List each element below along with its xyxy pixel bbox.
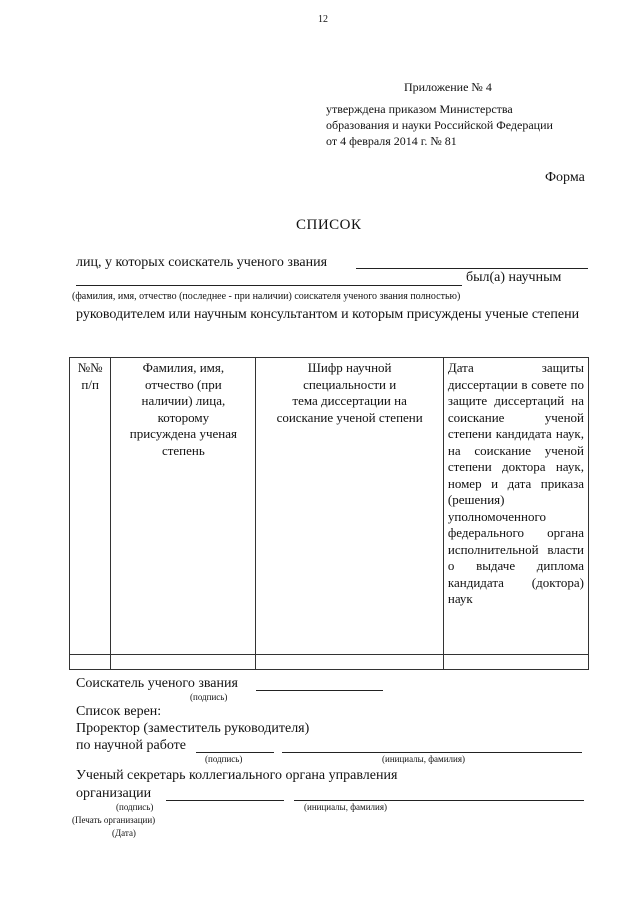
secretary-label-2: организации: [76, 786, 152, 801]
applicant-name-underline-2: [76, 285, 462, 286]
form-label: Форма: [545, 170, 585, 185]
intro-line-2-end: был(а) научным: [466, 270, 562, 285]
col-number-header: №№ п/п: [70, 358, 111, 655]
applicant-name-underline-1: [356, 268, 588, 269]
table-cell: [443, 655, 588, 670]
applicant-signature-label: Соискатель ученого звания: [76, 676, 238, 691]
intro-paragraph: руководителем или научным консультантом и которым присуждены ученые степени: [76, 307, 580, 322]
secretary-initials-caption: (инициалы, фамилия): [304, 802, 387, 812]
list-verified-label: Список верен:: [76, 704, 162, 719]
prorector-label-1: Проректор (заместитель руководителя): [76, 721, 310, 736]
prorector-signature-caption: (подпись): [205, 754, 243, 764]
col-name-header: Фамилия, имя, отчество (при наличии) лица, которому присуждена ученая степень: [111, 358, 256, 655]
date-caption: (Дата): [112, 828, 136, 838]
prorector-initials-caption: (инициалы, фамилия): [382, 754, 465, 764]
appendix-label: Приложение № 4: [404, 80, 492, 94]
secretary-signature-line: [166, 800, 284, 801]
document-title: СПИСОК: [296, 217, 362, 233]
secretary-label-1: Ученый секретарь коллегиального органа управления: [76, 768, 398, 783]
table-header-row: [70, 358, 589, 655]
col-defense-date-header: Дата защиты диссертации в совете по защите диссертаций на соискание ученой степени кандидата наук, на соискание ученой степени доктора наук, номер и дата приказа (решения) уполномоченного федерального органа исполнительной власти о выдаче диплома кандидата (доктора) наук: [443, 358, 588, 655]
prorector-signature-line: [196, 752, 274, 753]
col-specialty-header: Шифр научной специальности и тема диссертации на соискание ученой степени: [256, 358, 443, 655]
applicant-signature-caption: (подпись): [190, 692, 228, 702]
applicant-name-caption: (фамилия, имя, отчество (последнее - при наличии) соискателя ученого звания полностью): [72, 291, 461, 302]
secretary-initials-line: [294, 800, 584, 801]
candidates-table: [69, 357, 589, 670]
prorector-label-2: по научной работе: [76, 738, 186, 753]
secretary-signature-caption: (подпись): [116, 802, 154, 812]
intro-line-1: лиц, у которых соискатель ученого звания: [76, 255, 328, 270]
applicant-signature-line: [256, 690, 383, 691]
approval-note: утверждена приказом Министерства образования и науки Российской Федерации от 4 февраля 2014 г. № 81: [326, 102, 553, 148]
table-cell: [256, 655, 443, 670]
stamp-caption: (Печать организации): [72, 815, 156, 825]
prorector-initials-line: [282, 752, 582, 753]
table-row: [70, 655, 589, 670]
page-number: 12: [318, 14, 328, 25]
table-cell: [111, 655, 256, 670]
table-cell: [70, 655, 111, 670]
